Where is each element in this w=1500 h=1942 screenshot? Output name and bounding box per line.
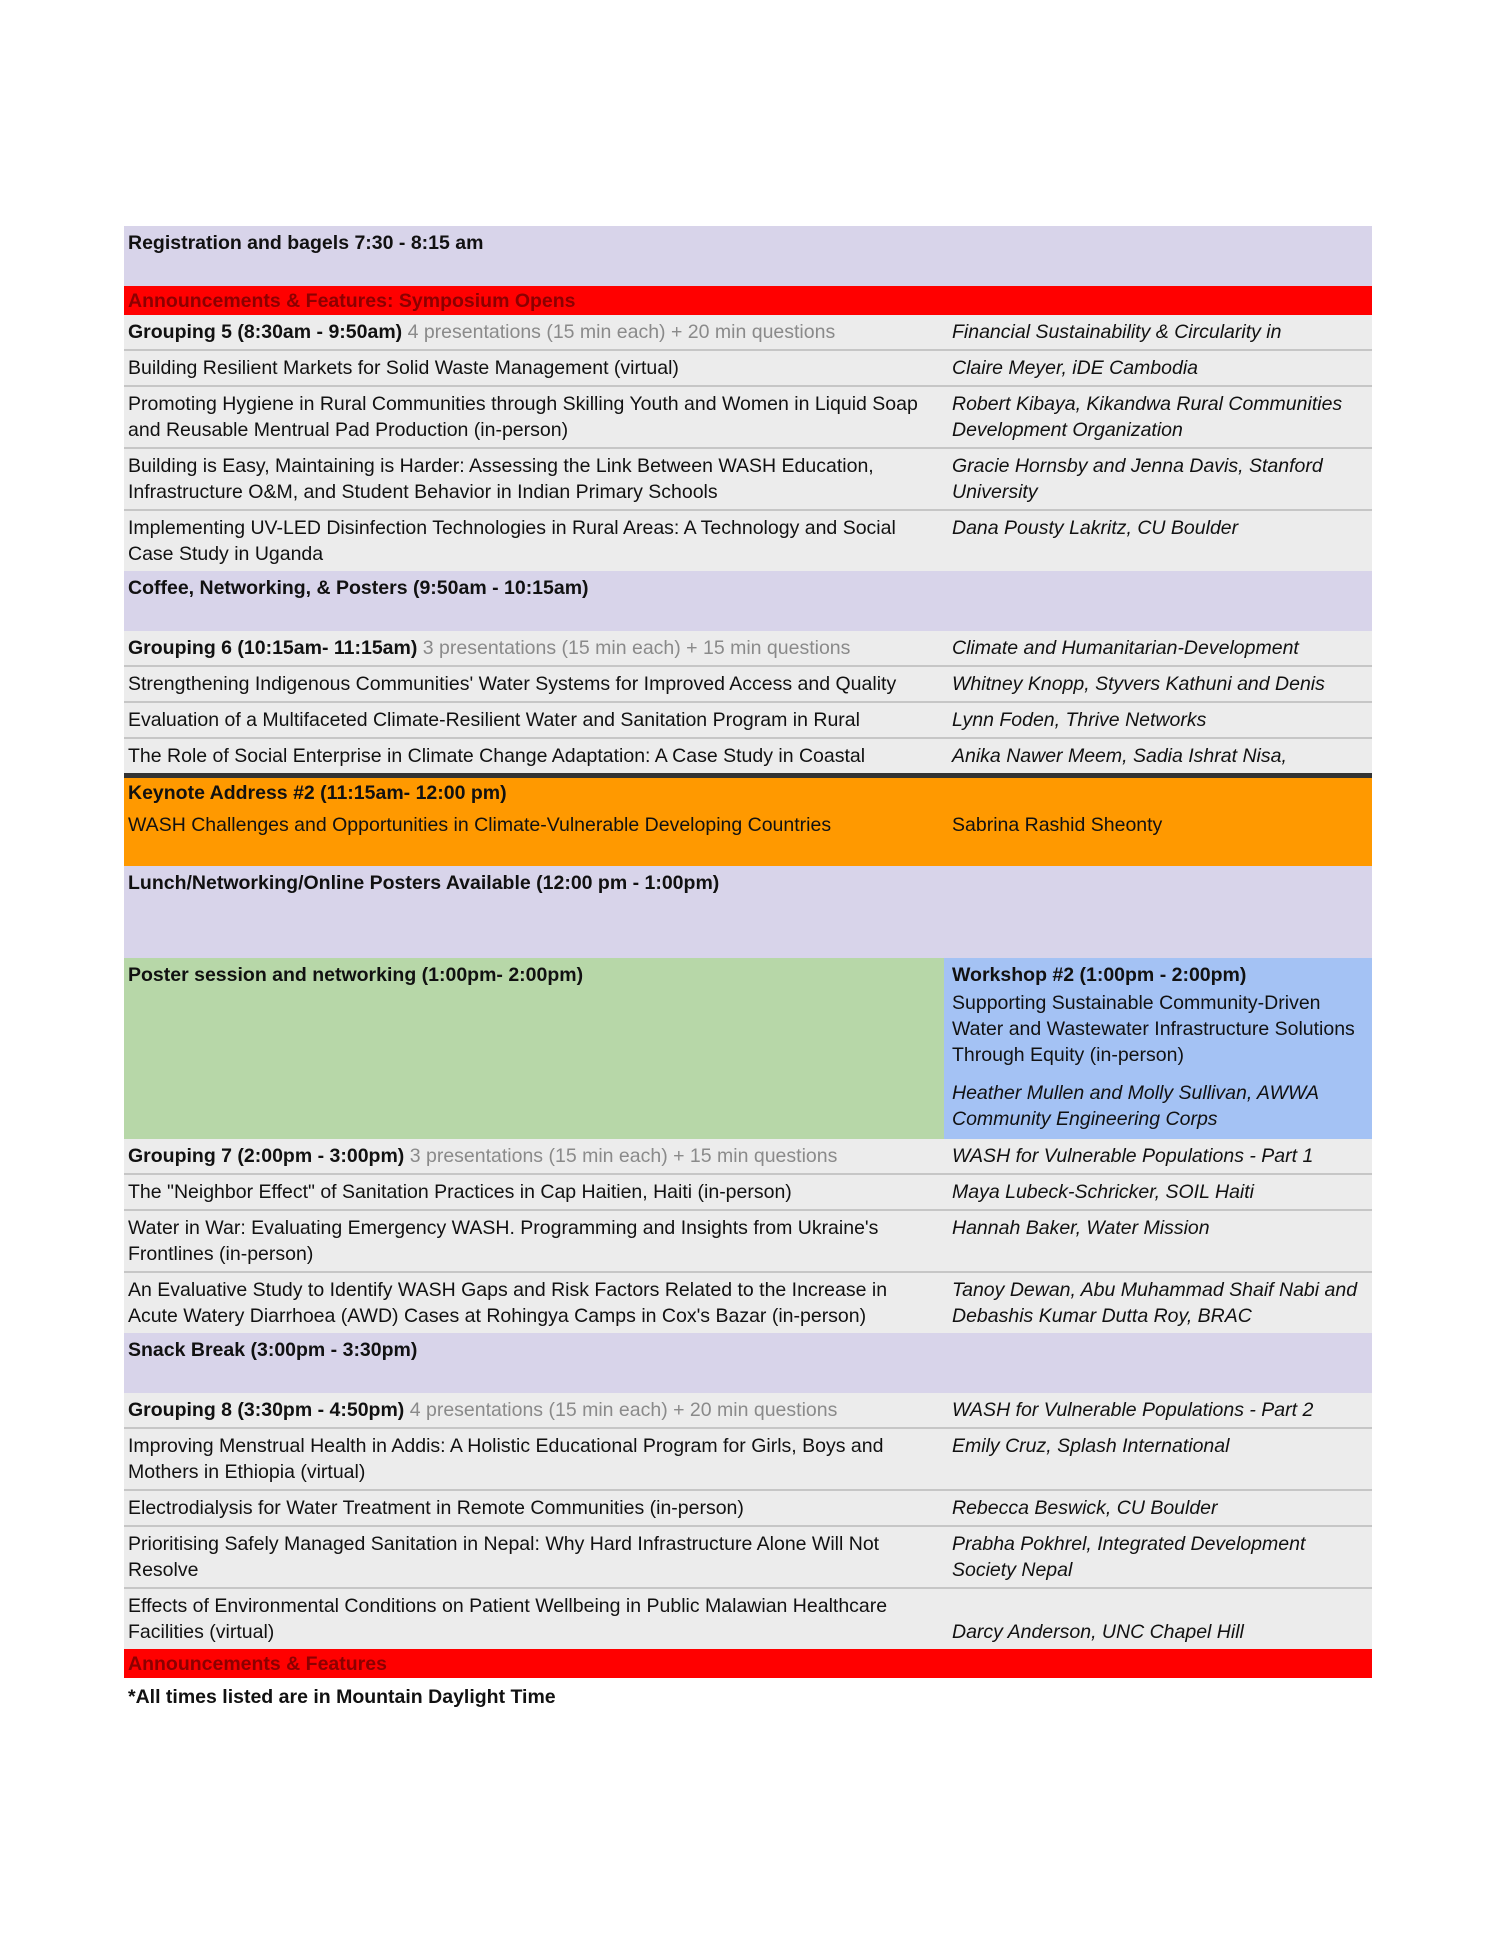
talk-speaker: Maya Lubeck-Schricker, SOIL Haiti [952, 1181, 1255, 1203]
talk-title: Strengthening Indigenous Communities' Water Systems for Improved Access and Quality [128, 673, 897, 695]
table-row [124, 351, 1372, 387]
coffee-break-row [124, 571, 1372, 631]
grouping-7-header [124, 1139, 1372, 1175]
grouping-8-theme: WASH for Vulnerable Populations - Part 2 [952, 1399, 1314, 1421]
snack-break-label: Snack Break (3:00pm - 3:30pm) [128, 1339, 418, 1361]
talk-speaker: Gracie Hornsby and Jenna Davis, Stanford University [952, 455, 1323, 503]
talk-title: Building Resilient Markets for Solid Waste Management (virtual) [128, 357, 679, 379]
talk-title: Implementing UV-LED Disinfection Technologies in Rural Areas: A Technology and Social Case Study in Uganda [128, 517, 896, 565]
talk-speaker: Tanoy Dewan, Abu Muhammad Shaif Nabi and Debashis Kumar Dutta Roy, BRAC [952, 1279, 1358, 1327]
workshop-speakers: Heather Mullen and Molly Sullivan, AWWA Community Engineering Corps [952, 1082, 1319, 1130]
lunch-row [124, 866, 1372, 958]
keynote-talk: WASH Challenges and Opportunities in Climate-Vulnerable Developing Countries [128, 814, 832, 836]
timezone-footnote: *All times listed are in Mountain Daylight Time [128, 1686, 556, 1708]
talk-speaker: Claire Meyer, iDE Cambodia [952, 357, 1199, 379]
talk-speaker: Whitney Knopp, Styvers Kathuni and Denis [952, 673, 1325, 695]
table-row [124, 1589, 1372, 1649]
talk-speaker: Darcy Anderson, UNC Chapel Hill [952, 1621, 1244, 1643]
talk-speaker: Lynn Foden, Thrive Networks [952, 709, 1207, 731]
announcement-open-label: Announcements & Features: Symposium Opens [128, 289, 576, 312]
grouping-8-title: Grouping 8 (3:30pm - 4:50pm) [128, 1399, 405, 1421]
workshop-description: Supporting Sustainable Community-Driven Water and Wastewater Infrastructure Solutions Through Equity (in-person) [952, 992, 1355, 1066]
talk-speaker: Prabha Pokhrel, Integrated Development Society Nepal [952, 1533, 1306, 1581]
table-row [124, 1491, 1372, 1527]
poster-workshop-row [124, 958, 1372, 1139]
talk-speaker: Dana Pousty Lakritz, CU Boulder [952, 517, 1239, 539]
announcement-bar-close [124, 1649, 1372, 1678]
talk-title: Prioritising Safely Managed Sanitation in Nepal: Why Hard Infrastructure Alone Will Not Resolve [128, 1533, 880, 1581]
talk-title: Water in War: Evaluating Emergency WASH. Programming and Insights from Ukraine's Frontlines (in-person) [128, 1217, 879, 1265]
table-row [124, 1429, 1372, 1491]
announcement-bar-open [124, 286, 1372, 315]
grouping-5-header [124, 315, 1372, 351]
talk-speaker: Rebecca Beswick, CU Boulder [952, 1497, 1218, 1519]
coffee-break-label: Coffee, Networking, & Posters (9:50am - 10:15am) [128, 577, 589, 599]
grouping-8-meta: 4 presentations (15 min each) + 20 min questions [409, 1399, 838, 1421]
talk-title: An Evaluative Study to Identify WASH Gaps and Risk Factors Related to the Increase in Acute Watery Diarrhoea (AWD) Cases at Rohingya Camps in Cox's Bazar (in-person) [128, 1279, 888, 1327]
keynote-block [124, 773, 1372, 866]
talk-speaker: Anika Nawer Meem, Sadia Ishrat Nisa, [952, 745, 1287, 767]
talk-speaker: Emily Cruz, Splash International [952, 1435, 1230, 1457]
talk-title: The Role of Social Enterprise in Climate Change Adaptation: A Case Study in Coastal [128, 745, 866, 767]
talk-title: Effects of Environmental Conditions on Patient Wellbeing in Public Malawian Healthcare Facilities (virtual) [128, 1595, 888, 1643]
lunch-label: Lunch/Networking/Online Posters Available (12:00 pm - 1:00pm) [128, 872, 720, 894]
announcement-close-label: Announcements & Features [128, 1652, 387, 1675]
grouping-5-meta: 4 presentations (15 min each) + 20 min questions [407, 321, 836, 343]
registration-row [124, 226, 1372, 286]
workshop-title: Workshop #2 (1:00pm - 2:00pm) [952, 964, 1247, 986]
table-row [124, 703, 1372, 739]
grouping-7-meta: 3 presentations (15 min each) + 15 min questions [409, 1145, 838, 1167]
table-row [124, 449, 1372, 511]
talk-title: Evaluation of a Multifaceted Climate-Resilient Water and Sanitation Program in Rural [128, 709, 860, 731]
keynote-title: Keynote Address #2 (11:15am- 12:00 pm) [128, 782, 507, 804]
talk-title: Electrodialysis for Water Treatment in Remote Communities (in-person) [128, 1497, 744, 1519]
table-row [124, 739, 1372, 773]
talk-speaker: Robert Kibaya, Kikandwa Rural Communities Development Organization [952, 393, 1343, 441]
table-row [124, 1211, 1372, 1273]
table-row [124, 1175, 1372, 1211]
talk-title: Building is Easy, Maintaining is Harder: Assessing the Link Between WASH Education, Infrastructure O&M, and Student Behavior in Indian Primary Schools [128, 455, 874, 503]
snack-break-row [124, 1333, 1372, 1393]
registration-label: Registration and bagels 7:30 - 8:15 am [128, 232, 484, 254]
table-row [124, 667, 1372, 703]
grouping-6-title: Grouping 6 (10:15am- 11:15am) [128, 637, 418, 659]
grouping-7-theme: WASH for Vulnerable Populations - Part 1 [952, 1145, 1314, 1167]
talk-title: Improving Menstrual Health in Addis: A Holistic Educational Program for Girls, Boys and Mothers in Ethiopia (virtual) [128, 1435, 884, 1483]
grouping-6-theme: Climate and Humanitarian-Development [952, 637, 1299, 659]
table-row [124, 1273, 1372, 1333]
table-row [124, 511, 1372, 571]
workshop-cell [944, 958, 1372, 1139]
grouping-6-meta: 3 presentations (15 min each) + 15 min questions [422, 637, 851, 659]
keynote-speaker: Sabrina Rashid Sheonty [952, 814, 1163, 836]
schedule-table [124, 226, 1372, 1717]
table-row [124, 387, 1372, 449]
grouping-8-header [124, 1393, 1372, 1429]
grouping-6-header [124, 631, 1372, 667]
talk-title: Promoting Hygiene in Rural Communities through Skilling Youth and Women in Liquid Soap and Reusable Mentrual Pad Production (in-person) [128, 393, 918, 441]
grouping-5-title: Grouping 5 (8:30am - 9:50am) [128, 321, 403, 343]
grouping-7-title: Grouping 7 (2:00pm - 3:00pm) [128, 1145, 405, 1167]
grouping-5-theme: Financial Sustainability & Circularity in [952, 321, 1282, 343]
talk-title: The "Neighbor Effect" of Sanitation Practices in Cap Haitien, Haiti (in-person) [128, 1181, 792, 1203]
table-row [124, 1527, 1372, 1589]
talk-speaker: Hannah Baker, Water Mission [952, 1217, 1210, 1239]
poster-session: Poster session and networking (1:00pm- 2:00pm) [124, 958, 944, 1139]
